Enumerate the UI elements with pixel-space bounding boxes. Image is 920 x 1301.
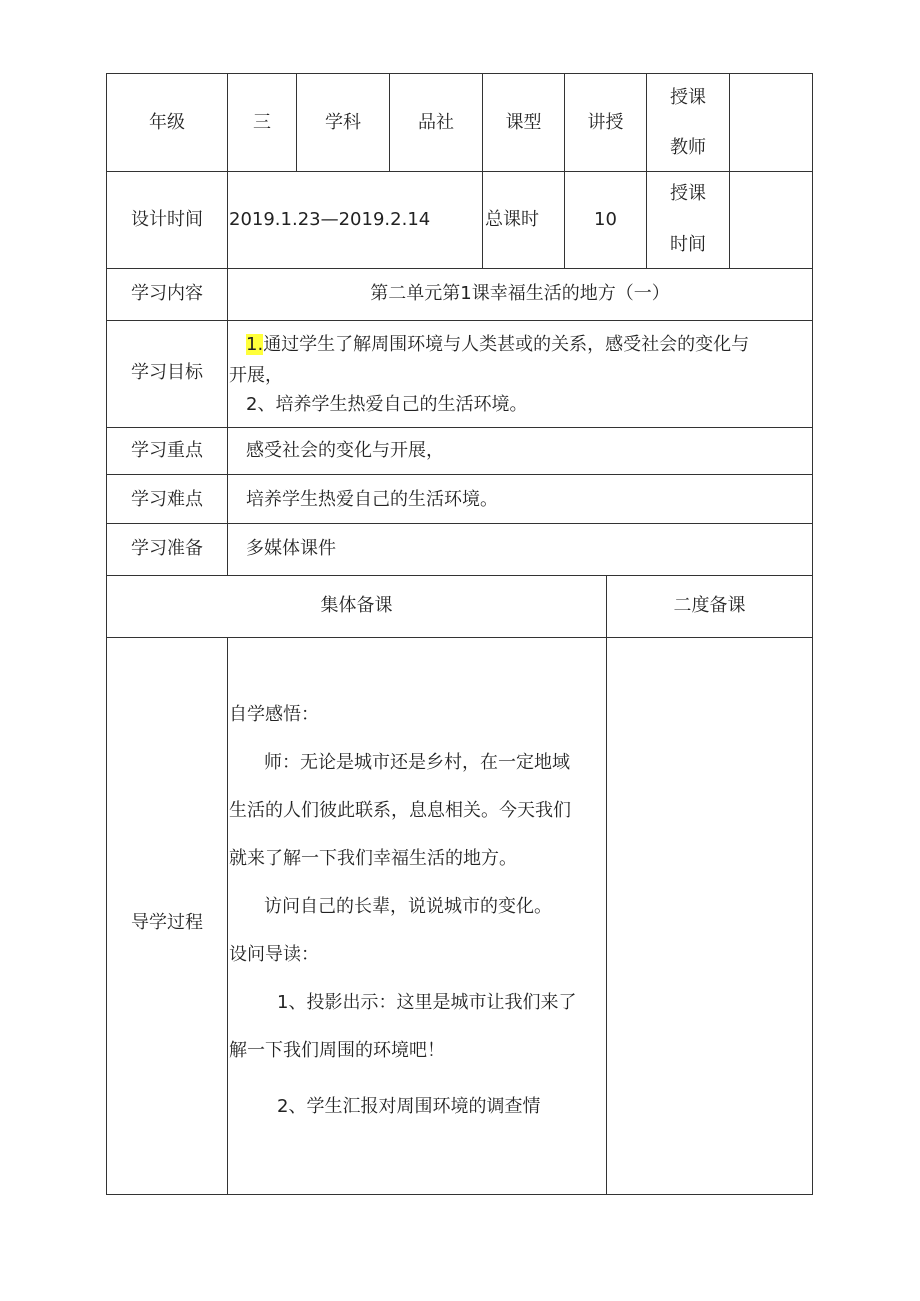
process-line: 解一下我们周围的环境吧！ bbox=[229, 1040, 445, 1061]
subject-label: 学科 bbox=[325, 112, 361, 133]
lesson-type-value: 讲授 bbox=[587, 112, 624, 133]
goal-item-1-continued: 开展， bbox=[229, 365, 283, 386]
secondary-prep-header: 二度备课 bbox=[673, 595, 746, 616]
process-line: 师：无论是城市还是乡村，在一定地域 bbox=[264, 752, 570, 773]
preparation-value: 多媒体课件 bbox=[246, 538, 336, 559]
table-border-right bbox=[812, 73, 813, 1195]
teacher-label-line2: 教师 bbox=[670, 137, 706, 158]
learning-goals-label: 学习目标 bbox=[131, 362, 203, 383]
process-line: 生活的人们彼此联系，息息相关。今天我们 bbox=[229, 800, 571, 821]
difficulty-value: 培养学生热爱自己的生活环境。 bbox=[246, 489, 498, 510]
class-time-label-line2: 时间 bbox=[670, 234, 706, 255]
grade-label: 年级 bbox=[149, 112, 185, 133]
key-point-label: 学习重点 bbox=[131, 440, 203, 461]
learning-content-value: 第二单元第1课幸福生活的地方（一） bbox=[370, 283, 670, 304]
learning-content-label: 学习内容 bbox=[131, 283, 203, 304]
row-divider bbox=[106, 575, 813, 576]
secondary-prep-cell[interactable] bbox=[607, 638, 812, 1194]
column-divider bbox=[729, 73, 730, 269]
process-line: 设问导读： bbox=[229, 944, 319, 965]
grade-value: 三 bbox=[253, 112, 271, 133]
process-line: 自学感悟： bbox=[229, 704, 319, 725]
collective-prep-header: 集体备课 bbox=[320, 595, 393, 616]
design-time-value: 2019.1.23—2019.2.14 bbox=[229, 209, 431, 230]
row-divider bbox=[106, 320, 813, 321]
subject-value: 品社 bbox=[418, 112, 454, 133]
goal-item-1-number: 1. bbox=[246, 334, 264, 355]
row-divider bbox=[106, 474, 813, 475]
preparation-label: 学习准备 bbox=[131, 538, 203, 559]
teacher-label-line1: 授课 bbox=[670, 87, 706, 108]
goal-item-2: 2、培养学生热爱自己的生活环境。 bbox=[246, 394, 528, 415]
goal-item-1-text: 通过学生了解周围环境与人类甚或的关系，感受社会的变化与 bbox=[263, 334, 750, 355]
row-divider bbox=[106, 268, 813, 269]
key-point-value: 感受社会的变化与开展， bbox=[246, 440, 444, 461]
design-time-label: 设计时间 bbox=[131, 209, 203, 230]
process-line: 1、投影出示：这里是城市让我们来了 bbox=[277, 992, 577, 1013]
column-divider bbox=[227, 73, 228, 576]
process-line: 就来了解一下我们幸福生活的地方。 bbox=[229, 848, 517, 869]
class-time-label-line1: 授课 bbox=[670, 183, 706, 204]
difficulty-label: 学习难点 bbox=[131, 489, 203, 510]
goal-item-1 bbox=[246, 333, 749, 357]
table-border-left bbox=[106, 73, 107, 1195]
process-line: 访问自己的长辈，说说城市的变化。 bbox=[264, 896, 552, 917]
row-divider bbox=[106, 427, 813, 428]
row-divider bbox=[106, 171, 813, 172]
column-divider bbox=[227, 637, 228, 1195]
process-label: 导学过程 bbox=[131, 912, 203, 933]
total-hours-label: 总课时 bbox=[485, 209, 539, 230]
lesson-type-label: 课型 bbox=[505, 112, 542, 133]
row-divider bbox=[106, 523, 813, 524]
table-border-bottom bbox=[106, 1194, 813, 1195]
column-divider bbox=[482, 73, 483, 269]
column-divider bbox=[564, 73, 565, 269]
total-hours-value: 10 bbox=[594, 209, 617, 230]
table-border-top bbox=[106, 73, 813, 74]
process-line: 2、学生汇报对周围环境的调查情 bbox=[277, 1096, 541, 1117]
